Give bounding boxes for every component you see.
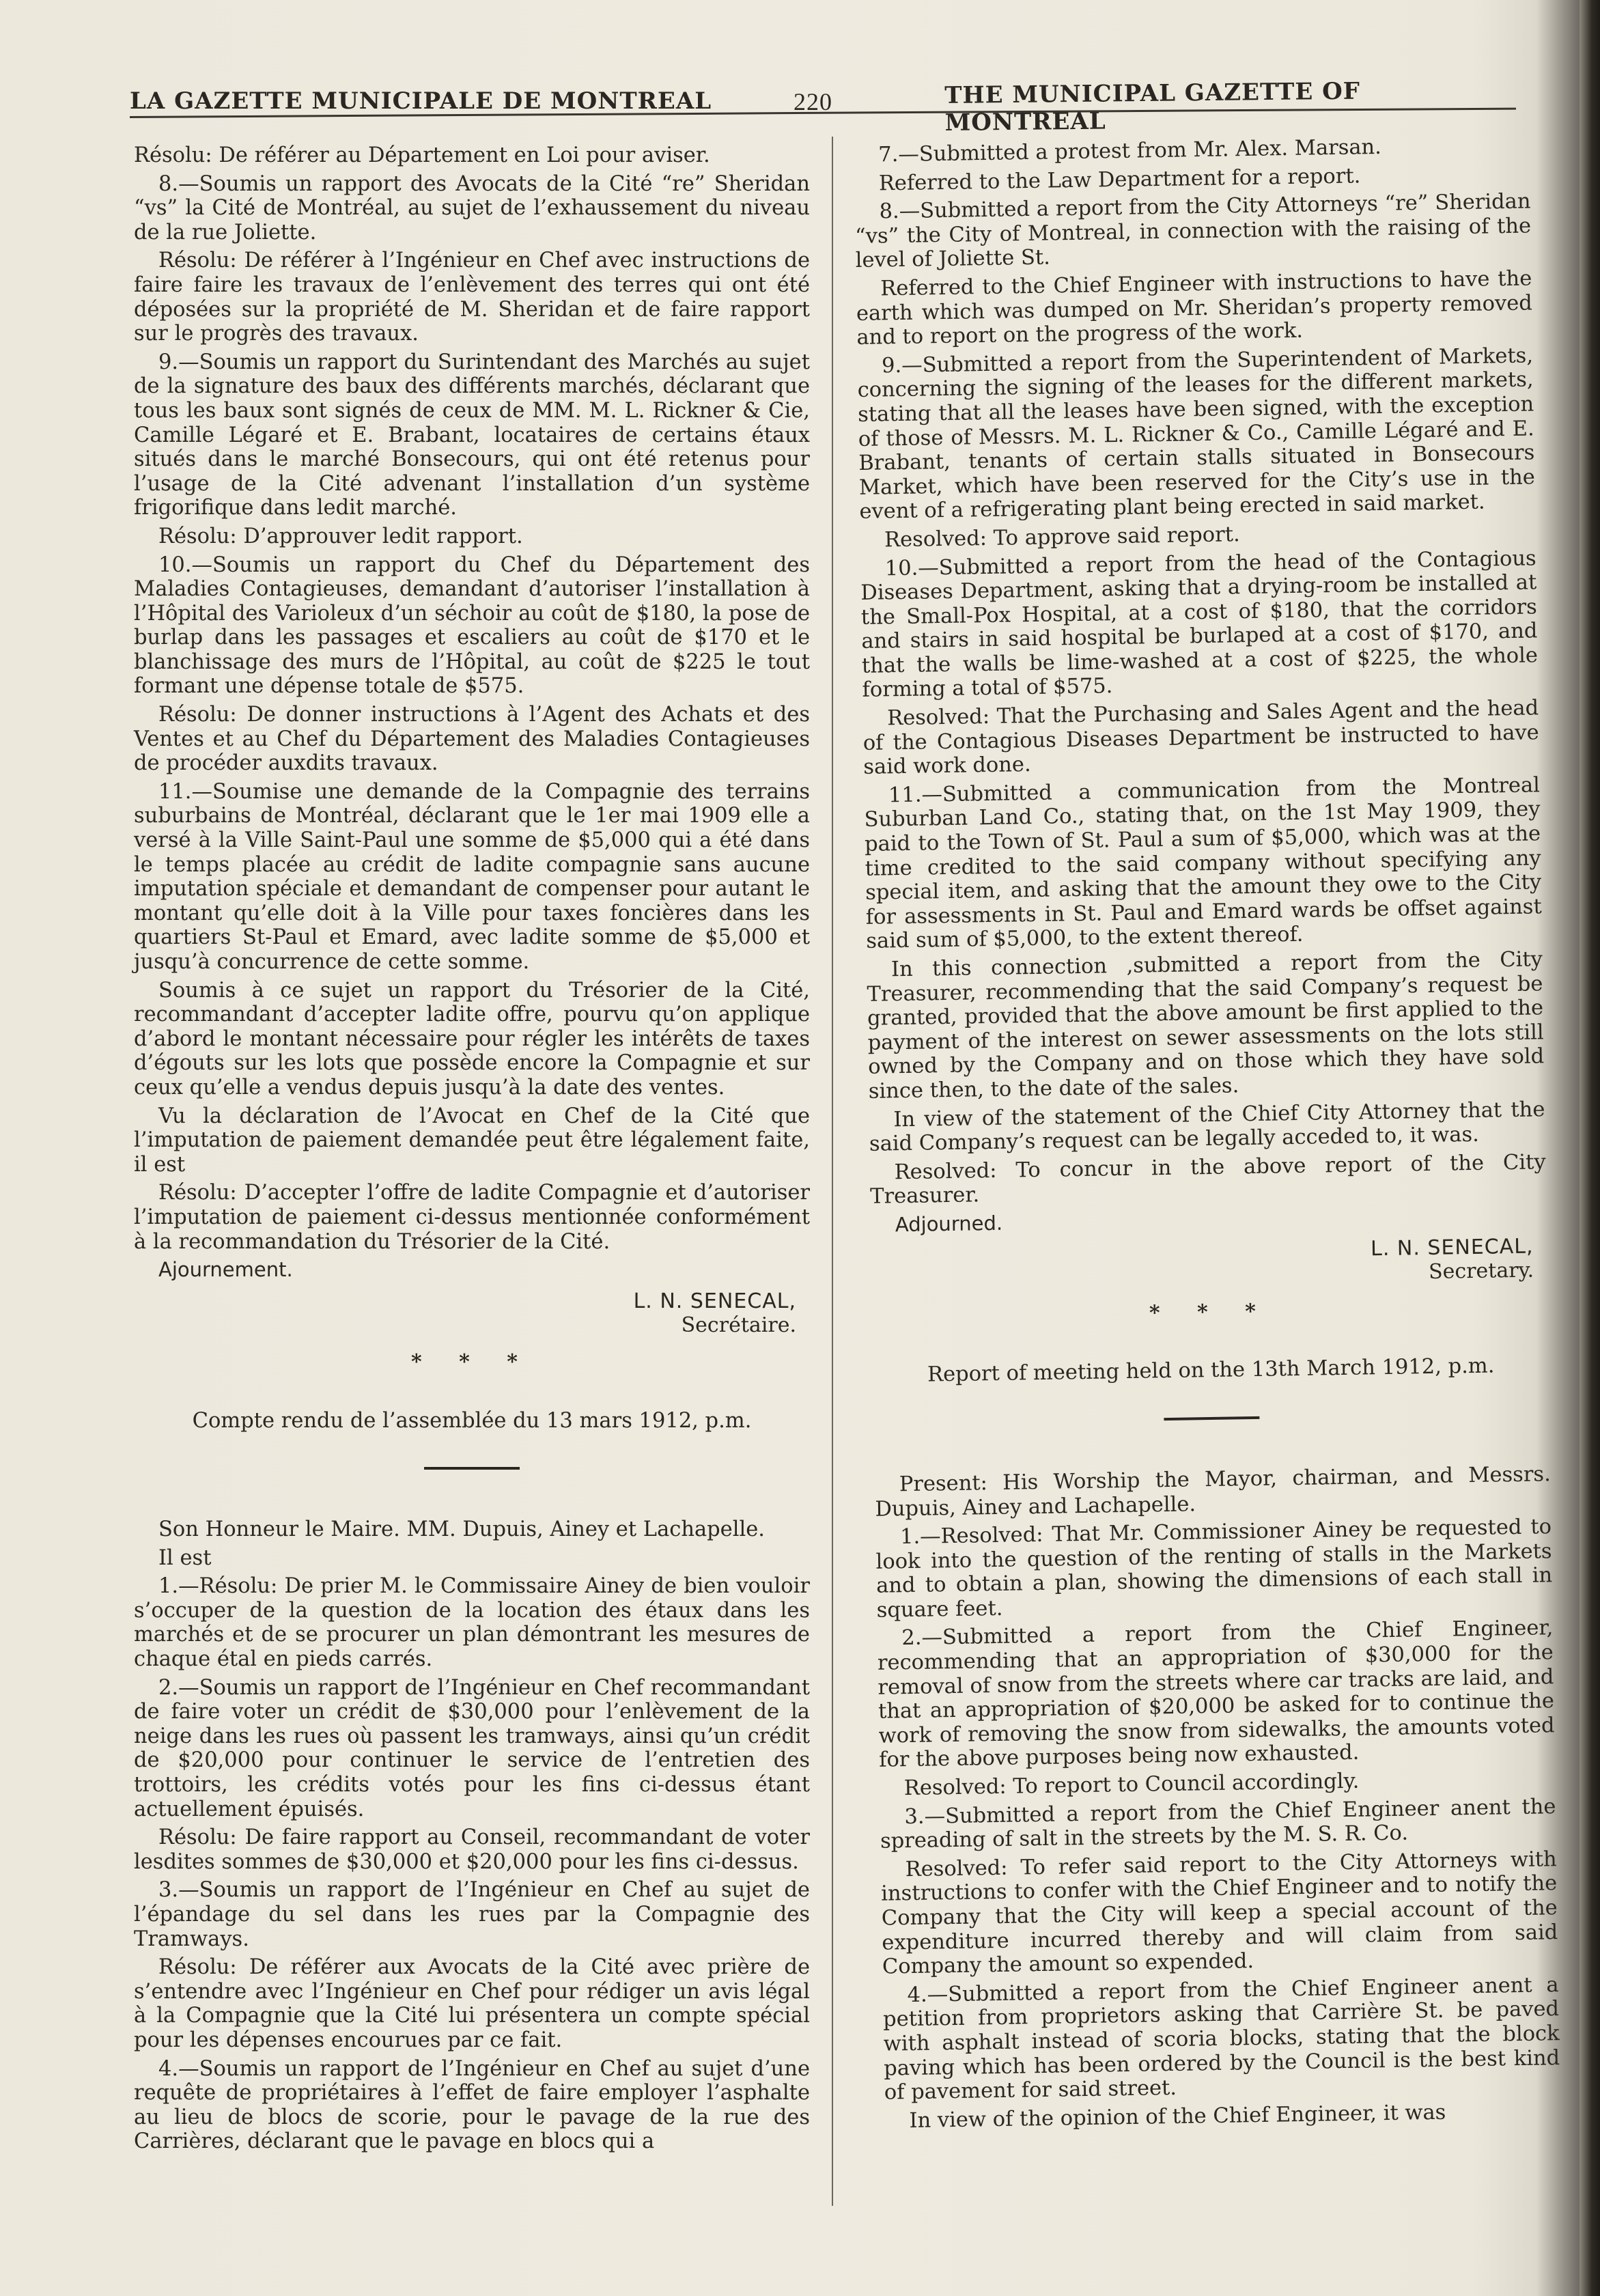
header-title-english: THE MUNICIPAL GAZETTE OF MONTREAL bbox=[944, 77, 1361, 137]
paragraph: Present: His Worship the Mayor, chairman, and Messrs. Dupuis, Ainey and Lachapelle. bbox=[875, 1462, 1552, 1522]
paragraph: Resolved: To concur in the above report of the City Treasurer. bbox=[869, 1150, 1546, 1209]
section-rule bbox=[424, 1467, 520, 1470]
paragraph: Soumis à ce sujet un rapport du Trésorier de la Cité, recommandant d’accepter ladite offre, pourvu qu’on applique d’abord le montant nécessaire pour régler les intérêts de taxes d’égouts sur les lots que possède encore la Compagnie et sur ceux qu’elle a vendus depuis jusqu’à la date des ventes. bbox=[134, 978, 810, 1100]
paragraph: Resolved: That the Purchasing and Sales Agent and the head of the Contagious Diseases Department be instructed to have said work done. bbox=[862, 696, 1539, 780]
paragraph: 8.—Submitted a report from the City Attorneys “re” Sheridan “vs” the City of Montreal, in connection with the raising of the level of Joliette St. bbox=[854, 189, 1532, 273]
signature-name: L. N. SENECAL, bbox=[633, 1289, 796, 1313]
paragraph: 9.—Soumis un rapport du Surintendant des Marchés au sujet de la signature des baux des différents marchés, déclarant que tous les baux sont signés de ceux de MM. M. L. Rickner & Cie, Camille Légaré et E. Brabant, locataires de certains étaux situés dans le marché Bonsecours, qui ont été retenus pour l’usage de la Cité advenant l’installation d’un système frigorifique dans ledit marché. bbox=[134, 350, 810, 520]
signature-block bbox=[871, 1234, 1534, 1293]
signature-name: L. N. SENECAL, bbox=[1370, 1234, 1534, 1261]
paragraph: Résolu: De référer aux Avocats de la Cité avec prière de s’entendre avec l’Ingénieur en Chef pour rédiger un avis légal à la Compagnie que la Cité lui présentera un compte spécial pour les dépenses encourues par ce fait. bbox=[134, 1955, 810, 2052]
paragraph: Il est bbox=[158, 1545, 212, 1570]
paragraph: Referred to the Chief Engineer with instructions to have the earth which was dumped on Mr. Sheridan’s property removed and to report on the progress of the work. bbox=[856, 266, 1533, 350]
section-rule bbox=[1164, 1416, 1259, 1420]
paragraph: 11.—Soumise une demande de la Compagnie des terrains suburbains de Montréal, déclarant que le 1er mai 1909 elle a versé à la Ville Saint-Paul une somme de $5,000 qui a été dans le temps placée au crédit de ladite compagnie sans aucune imputation spéciale et demandant de compenser pour autant le montant qu’elle doit à la Ville pour taxes foncières dans les quartiers St-Paul et Emard, avec ladite somme de $5,000 et jusqu’à concurrence de cette somme. bbox=[134, 779, 810, 974]
french-column bbox=[134, 143, 810, 2158]
paragraph: Resolved: To refer said report to the City Attorneys with instructions to confer with the Chief Engineer and to notify the Company that the City will keep a special account of the expenditure incurred thereby and will claim from said Company the amount so expended. bbox=[880, 1847, 1558, 1979]
paragraph: 2.—Submitted a report from the Chief Engineer, recommending that an appropriation of $30,000 for the removal of snow from the streets where car tracks are laid, and that an appropriation of $20,000 be asked for to continue the work of removing the snow from sidewalks, the amounts voted for the above purposes being now exhausted. bbox=[877, 1616, 1555, 1773]
paragraph: 7.—Submitted a protest from Mr. Alex. Marsan. bbox=[878, 135, 1382, 167]
section-stars: * * * bbox=[1149, 1299, 1272, 1326]
paragraph: 2.—Soumis un rapport de l’Ingénieur en Chef recommandant de faire voter un crédit de $30,000 pour l’enlèvement de la neige dans les rues où passent les tramways, ainsi qu’un crédit de $20,000 pour continuer le service de l’entretien des trottoirs, les crédits votés pour les fins ci-dessus étant actuellement épuisés. bbox=[134, 1675, 810, 1821]
signature-title: Secretary. bbox=[1428, 1258, 1534, 1285]
paragraph: 3.—Submitted a report from the Chief Engineer anent the spreading of salt in the streets by the M. S. R. Co. bbox=[880, 1794, 1556, 1853]
paragraph: Resolved: To report to Council accordingly. bbox=[903, 1769, 1360, 1801]
adjournment: Ajournement. bbox=[158, 1258, 293, 1282]
paragraph: Résolu: De référer à l’Ingénieur en Chef avec instructions de faire faire les travaux de l’enlèvement des terres qui ont été déposées sur la propriété de M. Sheridan et de faire rapport sur le progrès des travaux. bbox=[134, 249, 810, 346]
paragraph: In this connection ,submitted a report from the City Treasurer, recommending that the said Company’s request be granted, provided that the above amount be first applied to the payment of the interest on sewer assessments on the lots still owned by the Company and on those which they have sold since then, to the date of the sales. bbox=[867, 947, 1545, 1104]
paragraph: Résolu: De référer au Département en Loi pour aviser. bbox=[134, 143, 710, 167]
paragraph: Son Honneur le Maire. MM. Dupuis, Ainey et Lachapelle. bbox=[158, 1517, 765, 1542]
paragraph: 3.—Soumis un rapport de l’Ingénieur en Chef au sujet de l’épandage du sel dans les rues par la Compagnie des Tramways. bbox=[134, 1878, 810, 1951]
paragraph: Résolu: De donner instructions à l’Agent des Achats et des Ventes et au Chef du Département des Maladies Contagieuses de procéder auxdits travaux. bbox=[134, 703, 810, 776]
paragraph: Referred to the Law Department for a report. bbox=[878, 163, 1361, 196]
header-title-french: LA GAZETTE MUNICIPALE DE MONTREAL bbox=[130, 87, 712, 115]
report-title: Report of meeting held on the 13th March 1912, p.m. bbox=[927, 1354, 1495, 1387]
signature-title: Secrétaire. bbox=[681, 1313, 796, 1338]
paragraph: Résolu: De faire rapport au Conseil, recommandant de voter lesdites sommes de $30,000 et $20,000 pour les fins ci-dessus. bbox=[134, 1825, 810, 1874]
english-column bbox=[854, 132, 1561, 2138]
paragraph: In view of the statement of the Chief City Attorney that the said Company’s request can be legally acceded to, it was. bbox=[869, 1097, 1545, 1156]
paragraph: Resolved: To approve said report. bbox=[884, 522, 1240, 552]
paragraph: Résolu: D’accepter l’offre de ladite Compagnie et d’autoriser l’imputation de paiement ci-dessus mentionnée conformément à la recommandation du Trésorier de la Cité. bbox=[134, 1181, 810, 1254]
section-stars: * * * bbox=[411, 1349, 533, 1374]
report-title: Compte rendu de l’assemblée du 13 mars 1912, p.m. bbox=[192, 1408, 752, 1433]
paragraph: 8.—Soumis un rapport des Avocats de la Cité “re” Sheridan “vs” la Cité de Montréal, au sujet de l’exhaussement du niveau de la rue Joliette. bbox=[134, 171, 810, 244]
signature-block bbox=[134, 1289, 796, 1338]
paragraph: 1.—Résolu: De prier M. le Commissaire Ainey de bien vouloir s’occuper de la question de la location des étaux dans les marchés et de se procurer un plan démontrant les mesures de chaque étal en pieds carrés. bbox=[134, 1574, 810, 1672]
book-spine-shadow bbox=[1580, 0, 1600, 2296]
paragraph: 1.—Resolved: That Mr. Commissioner Ainey be requested to look into the question of the renting of stalls in the Markets and to obtain a plan, showing the dimensions of each stall in square feet. bbox=[875, 1515, 1553, 1623]
paragraph: 4.—Soumis un rapport de l’Ingénieur en Chef au sujet d’une requête de propriétaires à l’effet de faire employer l’asphalte au lieu de blocs de scorie, pour le pavage de la rue des Carrières, déclarant que le pavage en blocs qui a bbox=[134, 2056, 810, 2154]
paragraph: 9.—Submitted a report from the Superintendent of Markets, concerning the signing of the leases for the different markets, stating that all the leases have been signed, with the exception of those of Messrs. M. L. Rickner & Co., Camille Légaré and E. Brabant, tenants of certain stalls situated in Bonsecours Market, which have been reserved for the City’s use in the event of a refrigerating plant being erected in said market. bbox=[857, 344, 1536, 524]
paragraph: 10.—Soumis un rapport du Chef du Département des Maladies Contagieuses, demandant d’autoriser l’installation à l’Hôpital des Varioleux d’un séchoir au coût de $180, la pose de burlap dans les passages et escaliers au coût de $170 et le blanchissage des murs de l’Hôpital, au coût de $225 le tout formant une dépense totale de $575. bbox=[134, 552, 810, 699]
column-separator bbox=[832, 137, 833, 2206]
page-number: 220 bbox=[794, 88, 832, 115]
paragraph: Vu la déclaration de l’Avocat en Chef de la Cité que l’imputation de paiement demandée peut être légalement faite, il est bbox=[134, 1104, 810, 1177]
paragraph: Résolu: D’approuver ledit rapport. bbox=[158, 524, 523, 548]
paragraph: 4.—Submitted a report from the Chief Engineer anent a petition from proprietors asking that Carrière St. be paved with asphalt instead of scoria blocks, stating that the block paving which has been ordered by the Council is the best kind of pavement for said street. bbox=[882, 1972, 1560, 2105]
adjournment: Adjourned. bbox=[895, 1211, 1003, 1237]
paragraph: 10.—Submitted a report from the head of the Contagious Diseases Department, asking that a drying-room be installed at the Small-Pox Hospital, at a cost of $180, that the corridors and stairs in said hospital be burlaped at a cost of $170, and that the walls be lime-washed at a cost of $225, the whole forming a total of $575. bbox=[860, 546, 1539, 703]
paragraph: 11.—Submitted a communication from the Montreal Suburban Land Co., stating that, on the 1st May 1909, they paid to the Town of St. Paul a sum of $5,000, which was at the time credited to the said company without specifying any special item, and asking that the amount they owe to the City for assessments in St. Paul and Emard wards be offset against said sum of $5,000, to the extent thereof. bbox=[864, 773, 1542, 954]
paragraph: In view of the opinion of the Chief Engineer, it was bbox=[909, 2100, 1446, 2133]
